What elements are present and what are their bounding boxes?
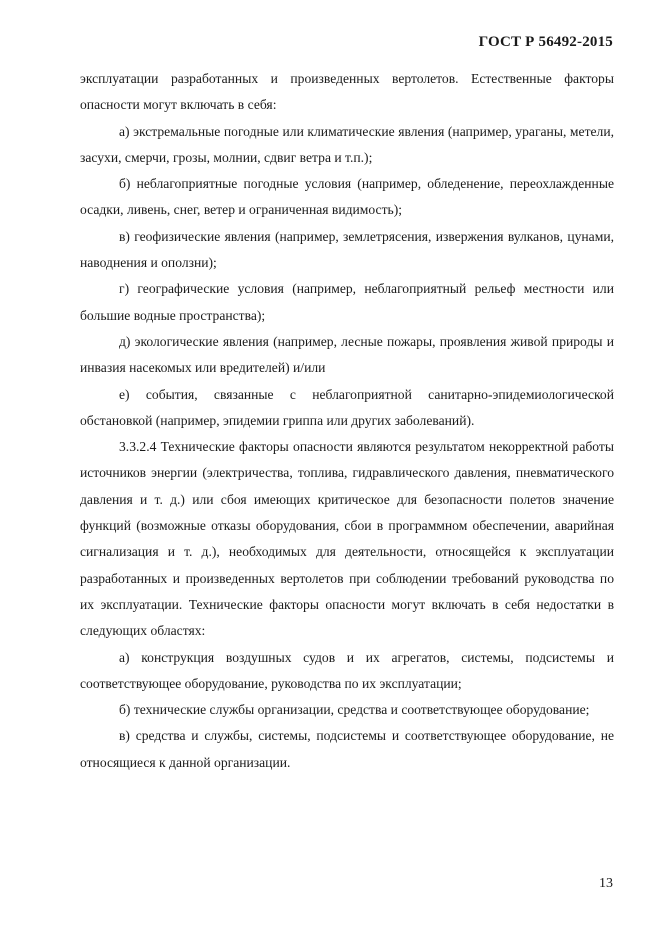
list-item-v-natural: в) геофизические явления (например, землетрясения, извержения вулканов, цунами, наводнения и оползни); [80,228,614,271]
list-item-g-natural: г) географические условия (например, неблагоприятный рельеф местности или большие водные пространства); [80,281,614,323]
page-number: 13 [599,876,613,891]
list-item-v-technical: в) средства и службы, системы, подсистемы и соответствующее оборудование, не относящиеся к данной организации. [80,728,614,770]
list-item-b-technical: б) технические службы организации, средства и соответствующее оборудование; [119,702,590,718]
list-item-d-natural: д) экологические явления (например, лесные пожары, проявления живой природы и инвазия насекомых или вредителей) и/или [80,333,614,376]
list-item-e-natural: е) события, связанные с неблагоприятной санитарно-эпидемиологической обстановкой (например, эпидемии гриппа или других заболеваний). [80,386,614,428]
list-item-a-technical: а) конструкция воздушных судов и их агрегатов, системы, подсистемы и соответствующее оборудование, руководства по их эксплуатации; [80,649,614,691]
paragraph-continuation: эксплуатации разработанных и произведенных вертолетов. Естественные факторы опасности могут включать в себя: [80,71,614,113]
section-3-3-2-4-paragraph: 3.3.2.4 Технические факторы опасности являются результатом некорректной работы источников энергии (электричества, топлива, гидравлического давления, пневматического давления и т. д.) или сбоя имеющих критическое для безопасности полетов значение функций (возможные отказы оборудования, сбои в программном обеспечении, аварийная сигнализация и т. д.), необходимых для деятельности, относящейся к эксплуатации разработанных и произведенных вертолетов при соблюдении требований руководства по их эксплуатации. Технические факторы опасности могут включать в себя недостатки в следующих областях: [80,439,614,639]
list-item-a-natural: а) экстремальные погодные или климатические явления (например, ураганы, метели, засухи, смерчи, грозы, молнии, сдвиг ветра и т.п.); [80,123,614,165]
list-item-b-natural: б) неблагоприятные погодные условия (например, обледенение, переохлажденные осадки, ливень, снег, ветер и ограниченная видимость); [80,176,614,218]
document-code-header: ГОСТ Р 56492-2015 [478,34,613,50]
document-body [80,66,614,776]
